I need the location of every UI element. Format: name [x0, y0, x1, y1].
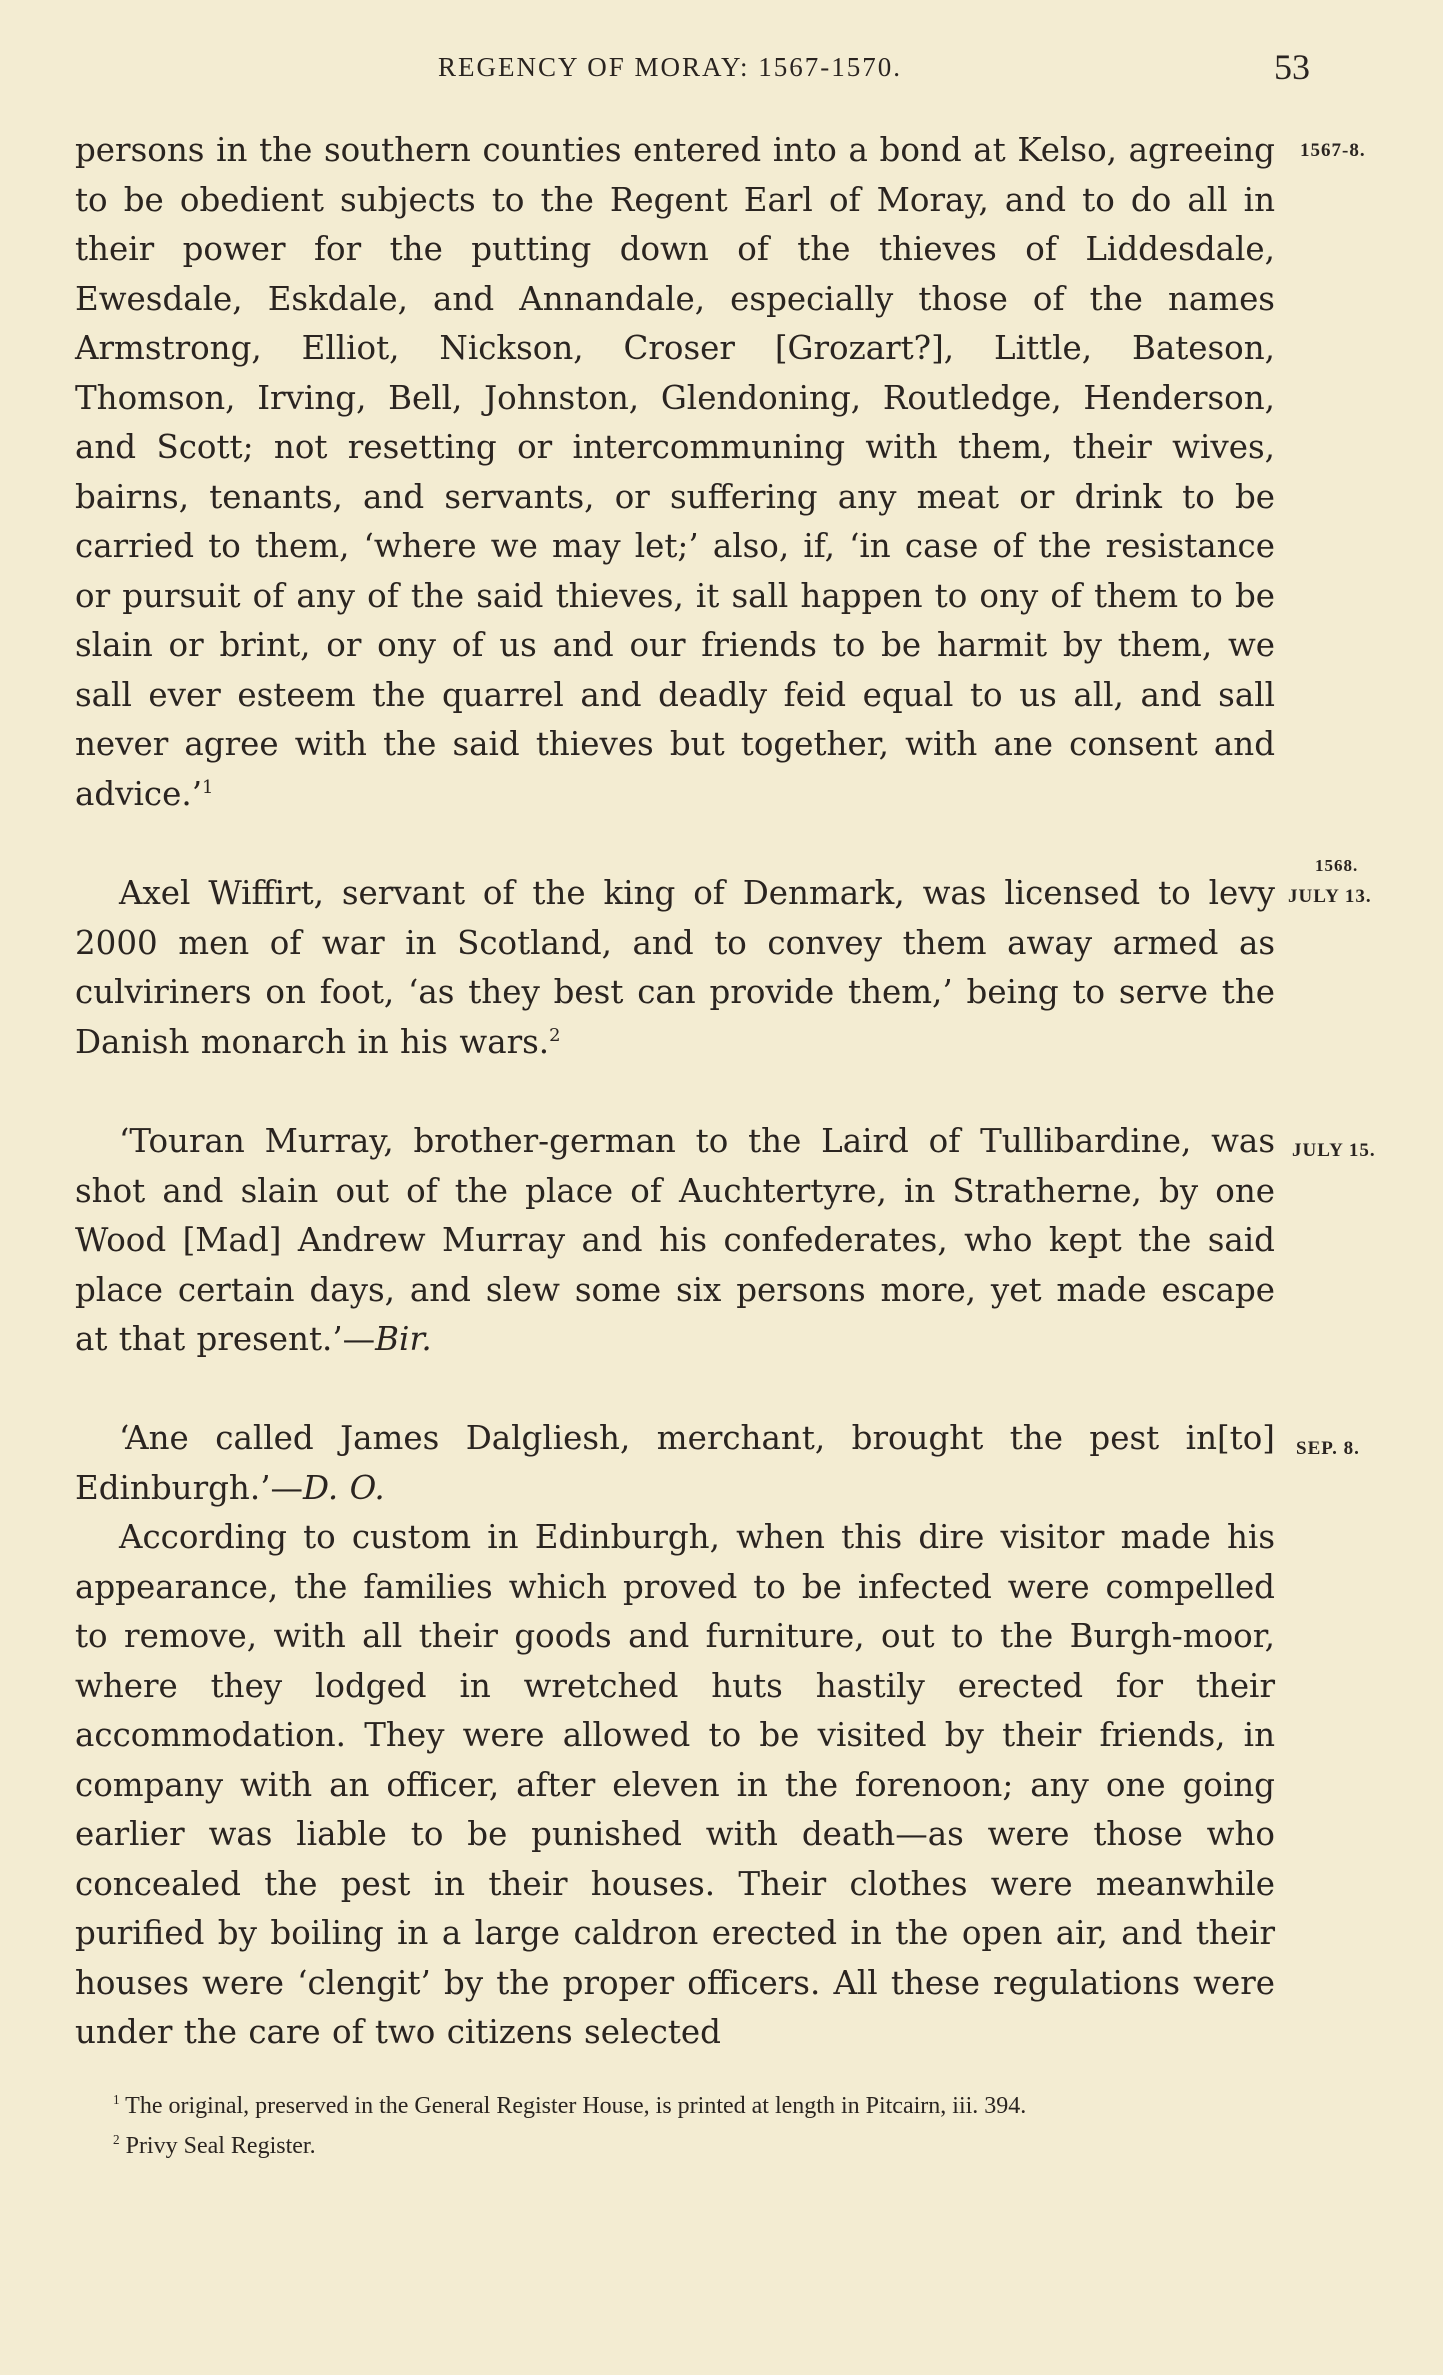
footnote-mark: 2 — [113, 2132, 120, 2147]
source-citation: Bir. — [375, 1320, 432, 1358]
paragraph-text: Axel Wiffirt, servant of the king of Denmark, was licensed to levy 2000 men of war in Scotland, and to convey them away armed as culviriners on foot, ‘as they best can provide them,’ being to serve the Danish monarch in his wars. — [75, 874, 1275, 1061]
paragraph-bond-at-kelso — [75, 126, 1275, 819]
page-number: 53 — [1274, 47, 1310, 87]
footnote-ref: 2 — [549, 1024, 561, 1046]
paragraph-text: persons in the southern counties entered into a bond at Kelso, agreeing to be obedient subjects to the Regent Earl of Moray, and to do all in their power for the putting down of the thieves of Liddesdale, Ewesdale, Eskdale, and Annandale, especially those of the names Armstrong, Elliot, Nickson, Croser [Grozart?], Little, Bateson, Thomson, Irving, Bell, Johnston, Glendoning, Routledge, Henderson, and Scott; not resetting or intercommuning with them, their wives, bairns, tenants, and servants, or suffering any meat or drink to be carried to them, ‘where we may let;’ also, if, ‘in case of the resistance or pursuit of any of the said thieves, it sall happen to ony of them to be slain or brint, or ony of us and our friends to be harmit by them, we sall ever esteem the quarrel and deadly feid equal to us all, and sall never agree with the said thieves but together, with ane consent and advice.’ — [75, 131, 1275, 813]
paragraph-pest-edinburgh — [75, 1414, 1275, 2058]
footnote-mark: 1 — [113, 2092, 120, 2107]
footnote-text: The original, preserved in the General Register House, is printed at length in Pitcairn, iii. 394. — [125, 2093, 1027, 2119]
margin-date: JULY 15. — [1292, 1140, 1376, 1161]
source-citation: D. O. — [303, 1468, 385, 1507]
margin-date: SEP. 8. — [1296, 1438, 1360, 1459]
paragraph-axel-wiffirt — [75, 869, 1275, 1067]
footnote-1 — [75, 2086, 1275, 2126]
paragraph-plague-regulations: According to custom in Edinburgh, when this dire visitor made his appearance, the families which proved to be infected were compelled to remove, with all their goods and furniture, out to the Burgh-moor, where they lodged in wretched huts hastily erected for their accommodation. They were allowed to be visited by their friends, in company with an officer, after eleven in the forenoon; any one going earlier was liable to be punished with death—as were those who concealed the pest in their houses. Their clothes were meanwhile purified by boiling in a large caldron erected in the open air, and their houses were ‘clengit’ by the proper officers. All these regulations were under the care of two citizens selected — [75, 1518, 1275, 2051]
paragraph-text: ‘Ane called James Dalgliesh, merchant, brought the pest in[to] Edinburgh.’— — [75, 1419, 1275, 1507]
footnote-2 — [75, 2126, 1275, 2166]
footnote-ref: 1 — [202, 776, 214, 798]
running-title: REGENCY OF MORAY: 1567-1570. — [437, 52, 903, 82]
footnotes — [75, 2086, 1275, 2166]
margin-date: JULY 13. — [1288, 886, 1372, 907]
margin-year: 1568. — [1315, 856, 1359, 875]
paragraph-touran-murray — [75, 1117, 1275, 1365]
paragraph-text: ‘Touran Murray, brother-german to the Laird of Tullibardine, was shot and slain out of the place of Auchtertyre, in Stratherne, by one Wood [Mad] Andrew Murray and his confederates, who kept the said place certain days, and slew some six persons more, yet made escape at that present.’— — [75, 1122, 1275, 1358]
footnote-text: Privy Seal Register. — [125, 2133, 316, 2159]
margin-date: 1567-8. — [1300, 140, 1366, 161]
